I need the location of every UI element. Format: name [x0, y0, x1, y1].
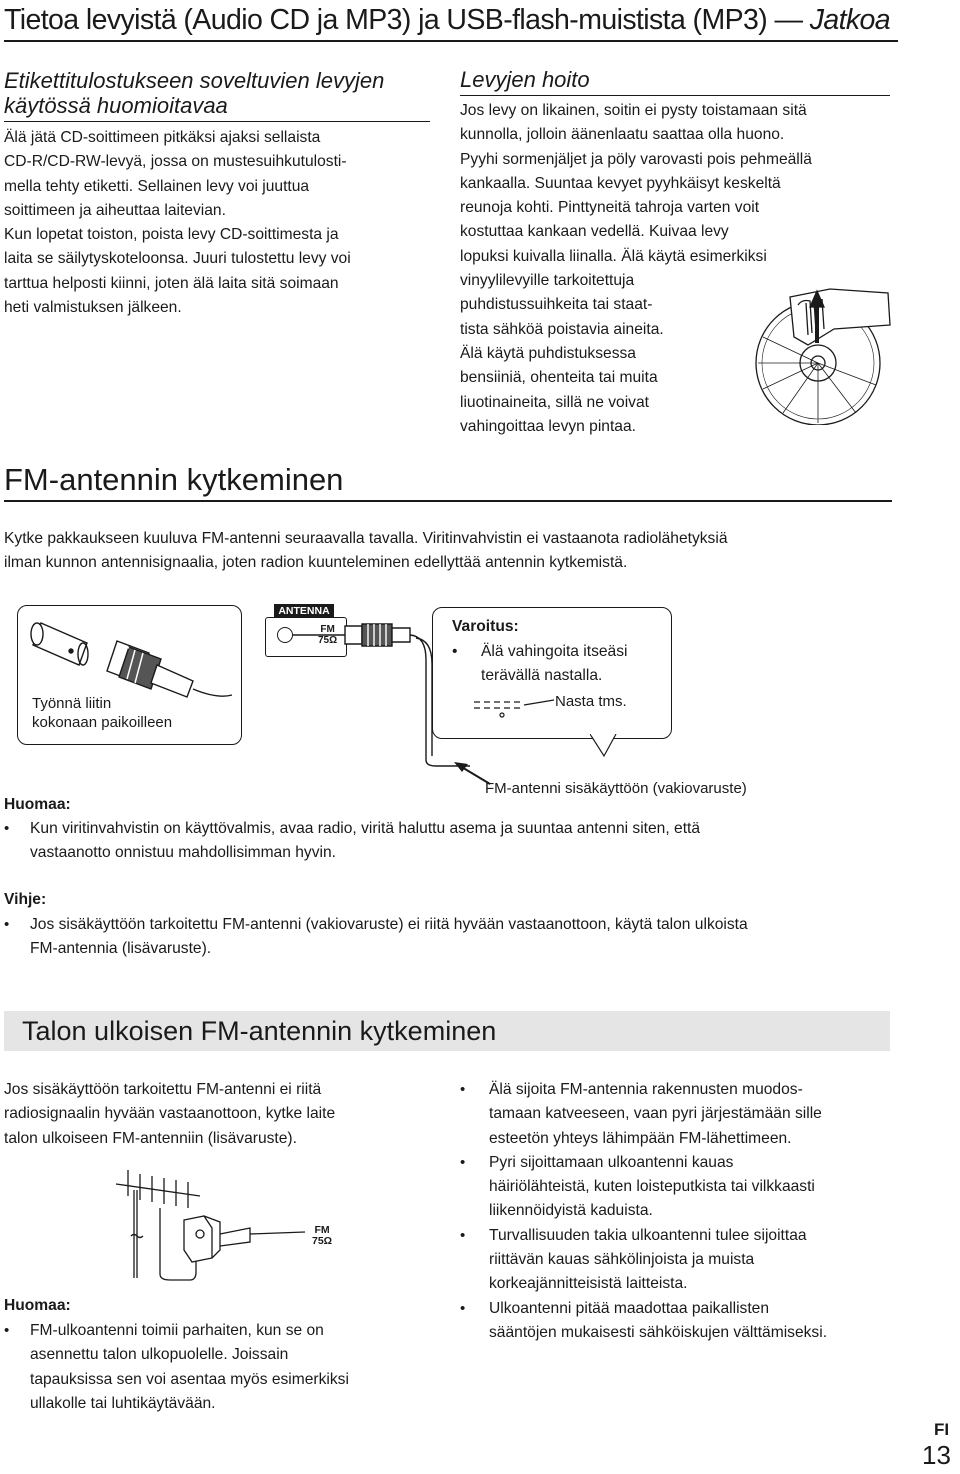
outdoor-bullet-item [460, 1151, 900, 1224]
labels-line: laita se säilytyskoteloonsa. Juuri tulostettu levy voi [4, 250, 351, 268]
outdoor-bullet-line: liikennöidyistä kaduista. [489, 1202, 653, 1220]
fm-heading: FM-antennin kytkeminen [4, 462, 344, 497]
outdoor-bullet-line: tamaan katveeseen, vaan pyri järjestämään sille [489, 1105, 822, 1123]
care-line: vinyylilevyille tarkoitettuja [460, 272, 635, 290]
outdoor-note-bullet-dot: • [4, 1322, 10, 1339]
outdoor-bullet-list [460, 1078, 900, 1345]
page-number: 13 [922, 1440, 951, 1470]
care-line: Jos levy on likainen, soitin ei pysty toistamaan sitä [460, 102, 807, 119]
warning-line: Älä vahingoita itseäsi [481, 643, 628, 660]
outdoor-bullet-line: esteetön yhteys lähimpään FM-lähettimeen. [489, 1129, 792, 1147]
outdoor-ohm-label: 75Ω [312, 1235, 333, 1247]
outdoor-bullet-line: häiriölähteistä, kuten loisteputkista tai vilkkaasti [489, 1178, 815, 1196]
language-code: FI [934, 1420, 950, 1439]
care-line: tista sähköä poistavia aineita. [460, 320, 664, 338]
outdoor-intro-line: talon ulkoiseen FM-antenniin (lisävaruste). [4, 1129, 297, 1147]
outdoor-antenna-illustration [100, 1162, 333, 1282]
fm-intro-line: Kytke pakkaukseen kuuluva FM-antenni seuraavalla tavalla. Viritinvahvistin ei vastaanota radiolähetyksiä [4, 530, 728, 547]
labels-rule [4, 121, 430, 122]
pin-illustration [462, 694, 562, 724]
outdoor-bullet-line: Älä sijoita FM-antennia rakennusten muodos- [489, 1081, 803, 1098]
outdoor-note-text [30, 1319, 430, 1416]
warning-text [481, 640, 628, 688]
pin-label: Nasta tms. [555, 693, 627, 710]
antenna-panel-label: ANTENNA [274, 604, 334, 618]
labels-paragraph [4, 126, 434, 320]
labels-line: tarttua helposti kiinni, joten älä laita sitä soimaan [4, 274, 339, 292]
care-rule [460, 95, 890, 96]
warning-callout-tail [590, 734, 620, 758]
fm-note-bullet-dot: • [4, 820, 10, 837]
fm-note-line: Kun viritinvahvistin on käyttövalmis, avaa radio, viritä haluttu asema ja suuntaa antenni siten, että [30, 820, 701, 837]
fm-intro [4, 527, 904, 576]
outdoor-note-line: asennettu talon ulkopuolelle. Joissain [30, 1346, 289, 1364]
push-caption-line: kokonaan paikoilleen [32, 713, 173, 731]
page-title-main: Tietoa levyistä (Audio CD ja MP3) ja USB-flash-muistista (MP3) — [4, 4, 810, 36]
labels-line: Älä jätä CD-soittimeen pitkäksi ajaksi sellaista [4, 129, 321, 146]
fm-hint-text [30, 913, 910, 962]
push-caption-line: Työnnä liitin [32, 695, 112, 712]
outdoor-fm-label: FM [314, 1224, 330, 1236]
outdoor-bullet-line: riittävän kauas sähkölinjoista ja muista [489, 1251, 755, 1269]
bullet-dot: • [460, 1081, 466, 1098]
outdoor-bullet-line: sääntöjen mukaisesti sähköiskujen välttämiseksi. [489, 1323, 828, 1341]
warning-bullet-dot: • [452, 643, 458, 660]
bullet-dot: • [460, 1226, 466, 1244]
warning-title: Varoitus: [452, 618, 519, 635]
outdoor-note-line: FM-ulkoantenni toimii parhaiten, kun se on [30, 1322, 324, 1339]
title-rule [4, 40, 898, 42]
labels-line: CD-R/CD-RW-levyä, jossa on mustesuihkutulosti- [4, 153, 347, 171]
care-line: kankaalla. Suuntaa kevyet pyyhkäisyt keskeltä [460, 174, 781, 192]
push-connector-caption [32, 695, 232, 732]
outdoor-bullet-item [460, 1224, 900, 1297]
fm-hint-line: Jos sisäkäyttöön tarkoitettu FM-antenni (vakiovaruste) ei riitä hyvään vastaanottoon, käytä talon ulkoista [30, 916, 748, 933]
ohm-jack-label: 75Ω [318, 635, 338, 646]
care-heading: Levyjen hoito [460, 67, 590, 92]
bullet-dot: • [460, 1299, 466, 1317]
labels-line: mella tehty etiketti. Sellainen levy voi juuttua [4, 177, 310, 195]
fm-rule [4, 500, 892, 502]
fm-jack-label: FM [320, 624, 335, 635]
care-line: Älä käytä puhdistuksessa [460, 344, 636, 362]
care-line: puhdistussuihkeita tai staat- [460, 296, 653, 314]
bullet-dot: • [460, 1153, 466, 1171]
fm-note-title: Huomaa: [4, 796, 71, 813]
outdoor-heading: Talon ulkoisen FM-antennin kytkeminen [22, 1016, 497, 1046]
indoor-antenna-label: FM-antenni sisäkäyttöön (vakiovaruste) [485, 780, 747, 797]
page-title [4, 2, 896, 38]
outdoor-intro [4, 1078, 424, 1151]
care-line: lopuksi kuivalla liinalla. Älä käytä esimerkiksi [460, 247, 767, 265]
labels-line: heti valmistuksen jälkeen. [4, 299, 182, 317]
care-line: Pyyhi sormenjäljet ja pöly varovasti pois pehmeällä [460, 150, 812, 168]
outdoor-bullet-line: Ulkoantenni pitää maadottaa paikallisten [489, 1299, 770, 1317]
outdoor-intro-line: radiosignaalin hyvään vastaanottoon, kytke laite [4, 1105, 336, 1123]
fm-note-text [30, 817, 910, 866]
outdoor-bullet-line: korkeajännitteisistä laitteista. [489, 1275, 688, 1293]
outdoor-intro-line: Jos sisäkäyttöön tarkoitettu FM-antenni ei riitä [4, 1081, 322, 1098]
labels-heading: Etikettitulostukseen soveltuvien levyjen käytössä huomioitavaa [4, 68, 385, 118]
warning-line: terävällä nastalla. [481, 667, 603, 684]
fm-hint-title: Vihje: [4, 891, 47, 908]
labels-line: soittimeen ja aiheuttaa laitevian. [4, 201, 226, 219]
care-line: vahingoittaa levyn pintaa. [460, 417, 636, 435]
outdoor-note-line: tapauksissa sen voi asentaa myös esimerkiksi [30, 1370, 349, 1388]
outdoor-bullet-item [460, 1297, 900, 1346]
disc-wiping-illustration [738, 285, 898, 425]
fm-intro-line: ilman kunnon antennisignaalia, joten radion kuunteleminen edellyttää antennin kytkemistä. [4, 554, 628, 572]
care-line: kostuttaa kankaan vedellä. Kuivaa levy [460, 223, 729, 241]
care-line: reunoja kohti. Pinttyneitä tahroja varten voit [460, 199, 760, 217]
labels-line: Kun lopetat toiston, poista levy CD-soittimesta ja [4, 226, 339, 244]
outdoor-note-title: Huomaa: [4, 1297, 71, 1314]
fm-hint-bullet-dot: • [4, 916, 10, 933]
fm-note-line: vastaanotto onnistuu mahdollisimman hyvin. [30, 844, 336, 862]
care-line: bensiiniä, ohenteita tai muita [460, 369, 658, 387]
care-line: liuotinaineita, sillä ne voivat [460, 393, 649, 411]
outdoor-jack-labels [312, 1225, 332, 1247]
connector-illustration [17, 605, 240, 705]
outdoor-bullet-item [460, 1078, 900, 1151]
fm-hint-line: FM-antennia (lisävaruste). [30, 940, 212, 958]
page-title-continued: Jatkoa [809, 4, 891, 36]
outdoor-bullet-line: Pyri sijoittamaan ulkoantenni kauas [489, 1153, 734, 1171]
outdoor-note-line: ullakolle tai luhtikäytävään. [30, 1394, 216, 1412]
care-line: kunnolla, jolloin äänenlaatu saattaa olla huono. [460, 126, 785, 144]
outdoor-bullet-line: Turvallisuuden takia ulkoantenni tulee sijoittaa [489, 1226, 807, 1244]
